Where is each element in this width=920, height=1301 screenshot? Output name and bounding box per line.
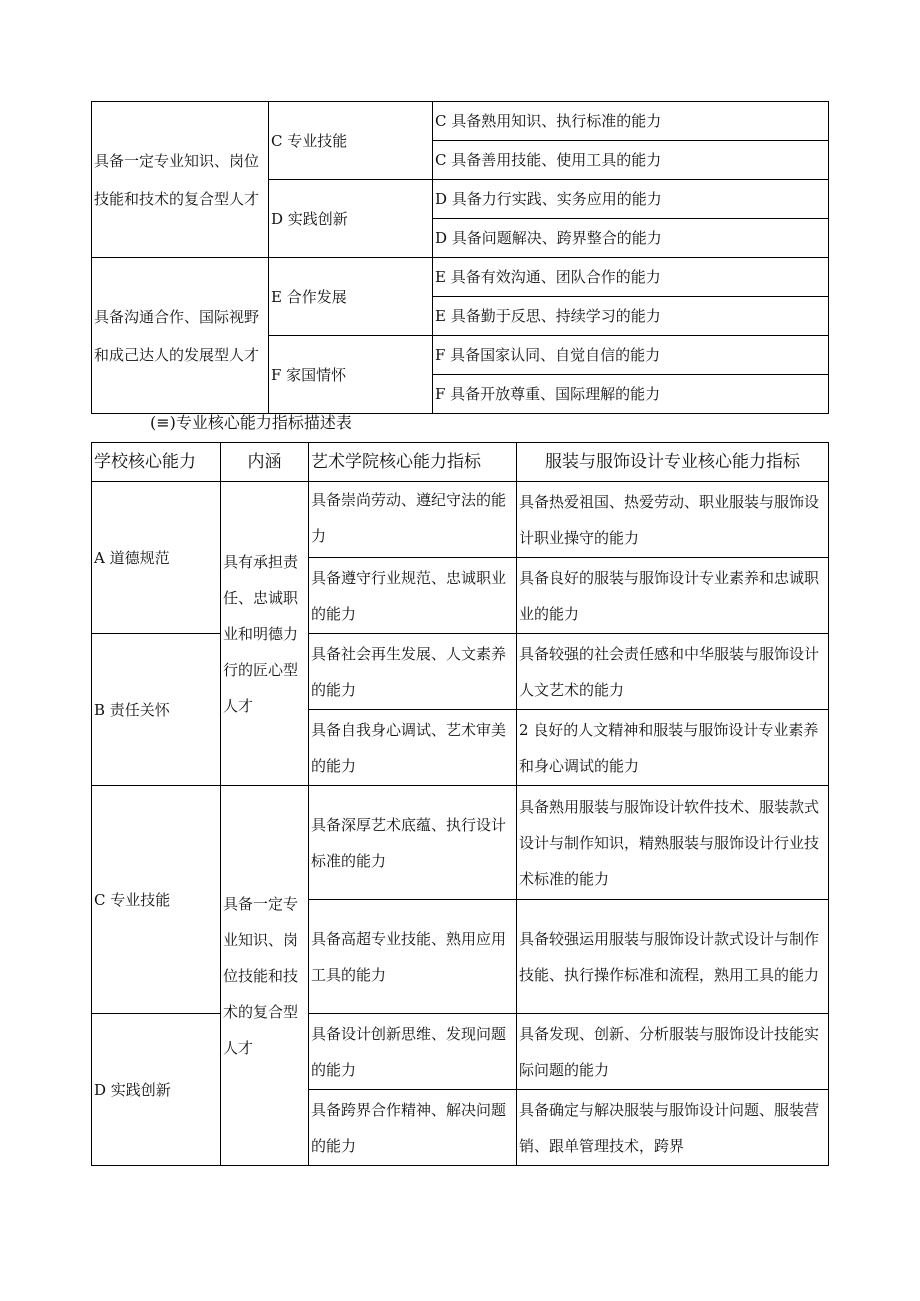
ability-table-top — [91, 101, 829, 414]
ability-cell: C 具备熟用知识、执行标准的能力 — [433, 102, 829, 141]
header-connotation: 内涵 — [221, 443, 309, 482]
talent-cell: 具备一定专业知识、岗位技能和技术的复合型人才 — [92, 102, 269, 258]
header-school-core: 学校核心能力 — [92, 443, 221, 482]
major-ability-cell: 具备热爱祖国、热爱劳动、职业服装与服饰设计职业操守的能力 — [517, 482, 829, 558]
core-cell: A 道德规范 — [92, 482, 221, 634]
dimension-cell: E 合作发展 — [269, 258, 433, 336]
header-major-core: 服装与服饰设计专业核心能力指标 — [517, 443, 829, 482]
core-ability-table — [91, 442, 829, 1166]
connotation-cell: 具有承担责任、忠诚职业和明德力行的匠心型人才 — [221, 482, 309, 786]
art-ability-cell: 具备深厚艺术底蕴、执行设计标准的能力 — [309, 786, 517, 900]
art-ability-cell: 具备自我身心调试、艺术审美的能力 — [309, 710, 517, 786]
art-ability-cell: 具备遵守行业规范、忠诚职业的能力 — [309, 558, 517, 634]
art-ability-cell: 具备跨界合作精神、解决问题的能力 — [309, 1090, 517, 1166]
major-ability-cell: 具备较强的社会责任感和中华服装与服饰设计人文艺术的能力 — [517, 634, 829, 710]
talent-cell: 具备沟通合作、国际视野和成己达人的发展型人才 — [92, 258, 269, 414]
core-cell: B 责任关怀 — [92, 634, 221, 786]
art-ability-cell: 具备高超专业技能、熟用应用工具的能力 — [309, 900, 517, 1014]
major-ability-cell: 具备发现、创新、分析服装与服饰设计技能实际问题的能力 — [517, 1014, 829, 1090]
ability-cell: F 具备国家认同、自觉自信的能力 — [433, 336, 829, 375]
ability-cell: D 具备力行实践、实务应用的能力 — [433, 180, 829, 219]
art-ability-cell: 具备崇尚劳动、遵纪守法的能力 — [309, 482, 517, 558]
dimension-cell: F 家国情怀 — [269, 336, 433, 414]
ability-cell: C 具备善用技能、使用工具的能力 — [433, 141, 829, 180]
art-ability-cell: 具备设计创新思维、发现问题的能力 — [309, 1014, 517, 1090]
ability-cell: D 具备问题解决、跨界整合的能力 — [433, 219, 829, 258]
art-ability-cell: 具备社会再生发展、人文素养的能力 — [309, 634, 517, 710]
ability-cell: F 具备开放尊重、国际理解的能力 — [433, 375, 829, 414]
major-ability-cell: 具备确定与解决服装与服饰设计问题、服装营销、跟单管理技术，跨界 — [517, 1090, 829, 1166]
core-cell: C 专业技能 — [92, 786, 221, 1014]
dimension-cell: C 专业技能 — [269, 102, 433, 180]
major-ability-cell: 具备良好的服装与服饰设计专业素养和忠诚职业的能力 — [517, 558, 829, 634]
major-ability-cell: 2 良好的人文精神和服装与服饰设计专业素养和身心调试的能力 — [517, 710, 829, 786]
core-cell: D 实践创新 — [92, 1014, 221, 1166]
major-ability-cell: 具备熟用服装与服饰设计软件技术、服装款式设计与制作知识，精熟服装与服饰设计行业技术标准的能力 — [517, 786, 829, 900]
ability-cell: E 具备有效沟通、团队合作的能力 — [433, 258, 829, 297]
connotation-cell: 具备一定专业知识、岗位技能和技术的复合型人才 — [221, 786, 309, 1166]
table-caption: (≡)专业核心能力指标描述表 — [150, 413, 352, 432]
major-ability-cell: 具备较强运用服装与服饰设计款式设计与制作技能、执行操作标准和流程，熟用工具的能力 — [517, 900, 829, 1014]
dimension-cell: D 实践创新 — [269, 180, 433, 258]
header-art-core: 艺术学院核心能力指标 — [309, 443, 517, 482]
ability-cell: E 具备勤于反思、持续学习的能力 — [433, 297, 829, 336]
